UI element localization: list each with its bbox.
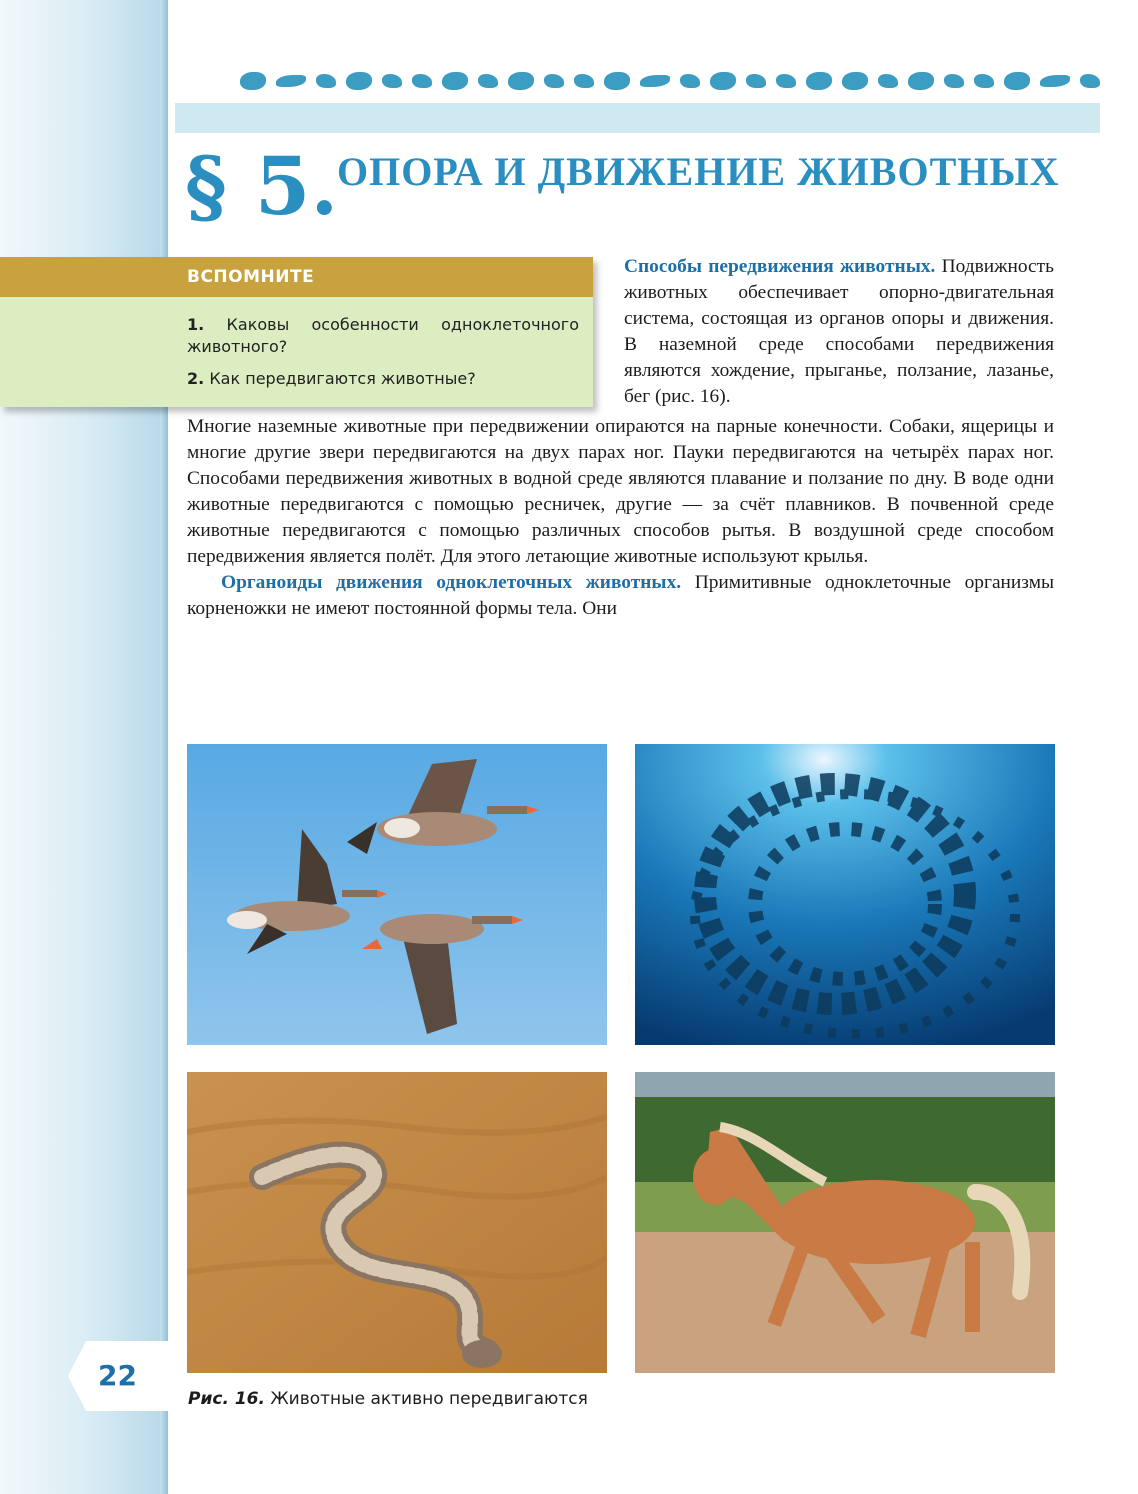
animal-icon [604, 72, 630, 90]
remember-box [0, 257, 593, 407]
animal-icon [878, 74, 898, 88]
bird-icon [974, 74, 994, 88]
animal-icon [806, 72, 832, 90]
fish-icon [640, 75, 670, 87]
bird-icon [680, 74, 700, 88]
figure-caption [188, 1386, 1058, 1412]
bird-icon [316, 74, 336, 88]
fish-icon [276, 75, 306, 87]
animal-icon [240, 72, 266, 90]
figure-caption-text: Животные активно передвигаются [270, 1389, 588, 1409]
section-heading: Способы передвижения животных. [624, 256, 936, 277]
page-title: ОПОРА И ДВИЖЕНИЕ ЖИВОТНЫХ [337, 149, 1060, 194]
section-number: § 5. [185, 139, 339, 233]
photo-geese [187, 744, 607, 1045]
animal-icon [508, 72, 534, 90]
question-item: 1. Каковы особенности одноклеточного животного? [187, 315, 579, 356]
remember-body [0, 297, 593, 407]
animal-icon [710, 72, 736, 90]
main-text [187, 414, 1054, 622]
animal-icon [1004, 72, 1030, 90]
animal-silhouette-border [240, 66, 1100, 96]
title-band [175, 103, 1100, 133]
section-heading: Органоиды движения одноклеточных животных. [221, 572, 682, 593]
photo-snake [187, 1072, 607, 1373]
animal-icon [346, 72, 372, 90]
insect-icon [944, 74, 964, 88]
figure-label: Рис. 16. [188, 1389, 265, 1409]
paragraph-text: Многие наземные животные при передвижении опираются на парные конечности. Собаки, ящерицы и многие другие звери передвигаются на двух парах ног. Пауки передвигаются на четырёх парах ног. Способами передвижения животных в водной среде являются плавание и ползание по дну. В воде одни животные передвигаются с помощью ресничек, другие — за счёт плавников. В почвенной среде животные передвигаются с помощью различных способов рытья. В воздушной среде способом передвижения является полёт. Для этого летающие животные используют крылья. [187, 416, 1054, 567]
animal-icon [908, 72, 934, 90]
photo-horse [635, 1072, 1055, 1373]
animal-icon [478, 74, 498, 88]
butterfly-icon [412, 74, 432, 88]
animal-icon [746, 74, 766, 88]
insect-icon [544, 74, 564, 88]
remember-heading: ВСПОМНИТЕ [0, 257, 593, 297]
left-margin-strip [0, 0, 165, 1494]
paragraph [187, 570, 1054, 622]
bird-icon [1080, 74, 1100, 88]
paragraph-text: Подвижность животных обеспечивает опорно-двигательная система, состоящая из органов опоры и движения. В наземной среде способами передвижения являются хождение, прыганье, ползание, лазанье, бег (рис. 16). [624, 256, 1054, 407]
bird-icon [574, 74, 594, 88]
question-item: 2. Как передвигаются животные? [187, 369, 476, 388]
photo-fish-school [635, 744, 1055, 1045]
left-margin-edge [160, 0, 168, 1494]
animal-icon [842, 72, 868, 90]
section-intro [624, 254, 1054, 410]
animal-icon [442, 72, 468, 90]
paragraph-text: Примитивные одноклеточные организмы корненожки не имеют постоянной формы тела. Они [187, 572, 1054, 619]
butterfly-icon [776, 74, 796, 88]
page-number: 22 [98, 1359, 137, 1392]
animal-icon [382, 74, 402, 88]
fish-icon [1040, 75, 1070, 87]
